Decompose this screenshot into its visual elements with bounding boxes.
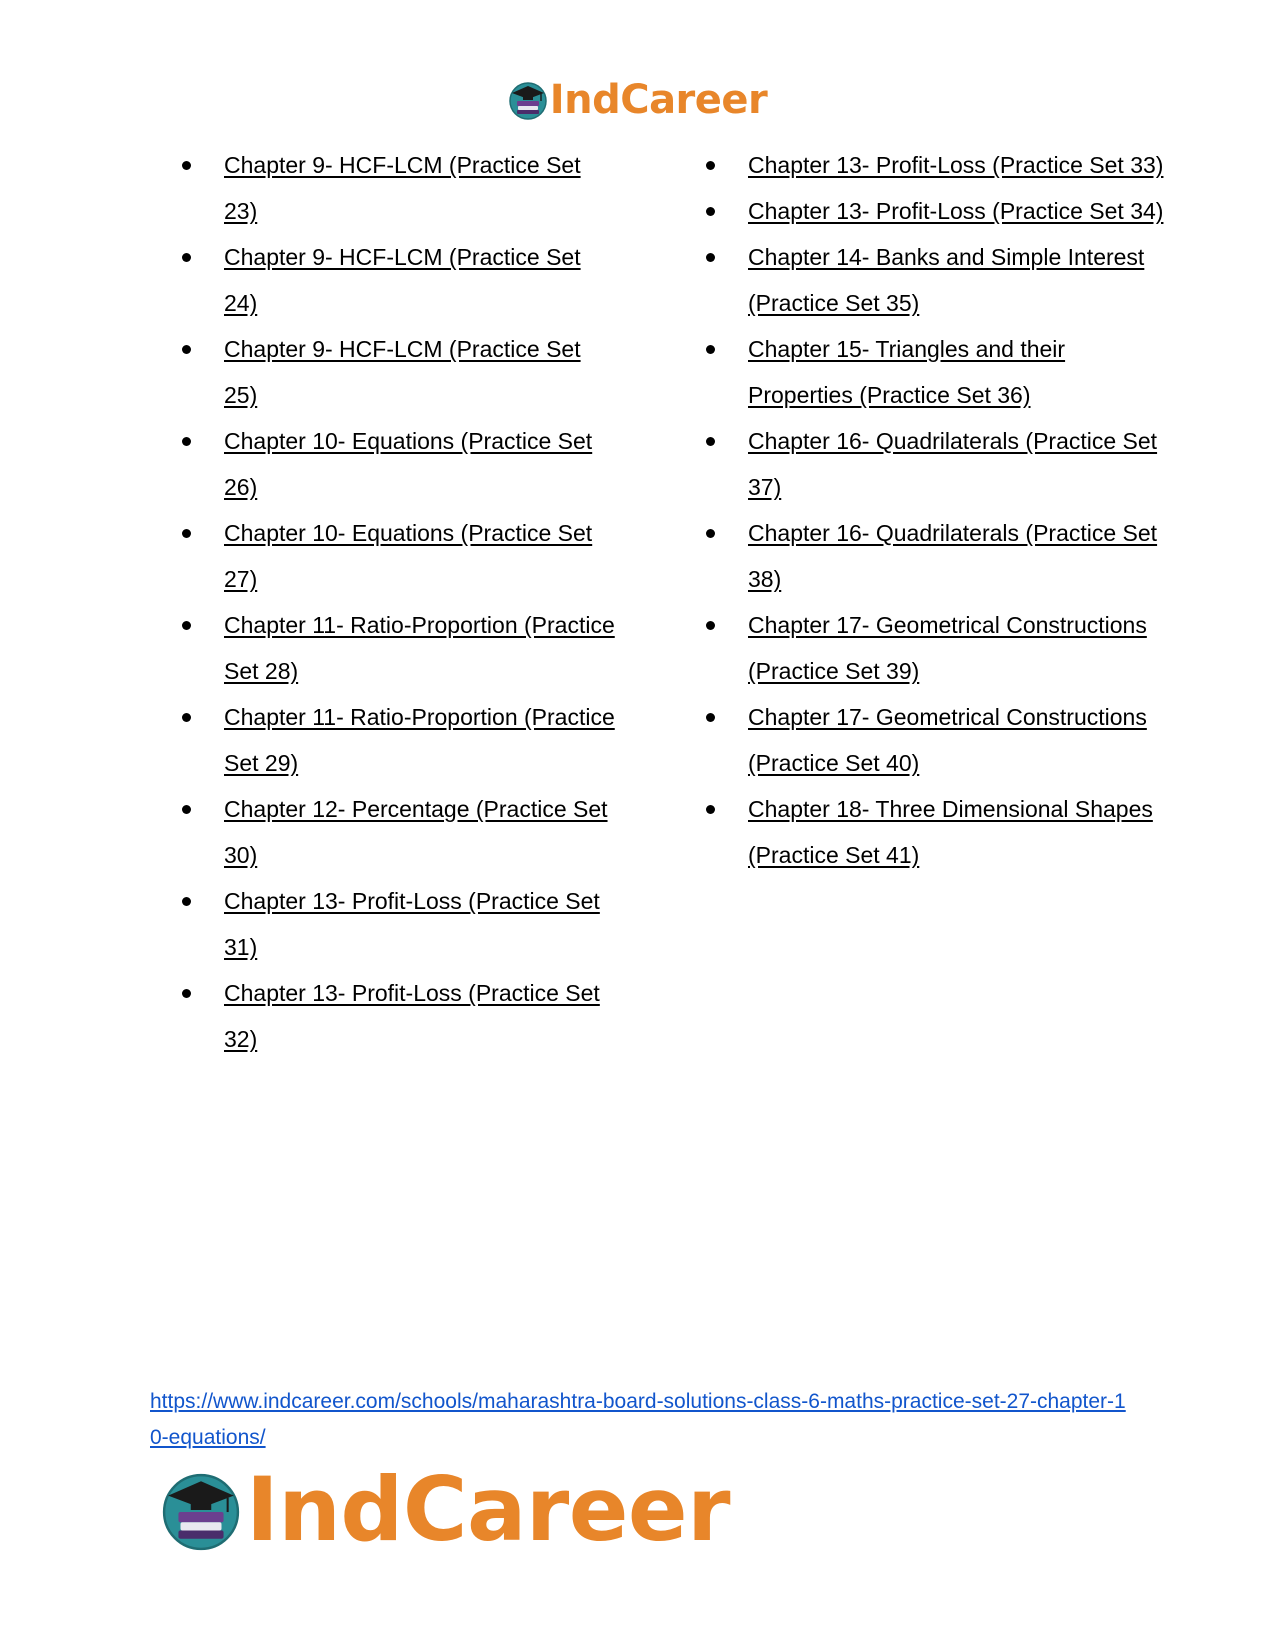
chapter-link[interactable]: Chapter 9- HCF-LCM (Practice Set 24) [224, 244, 581, 316]
chapter-link[interactable]: Chapter 13- Profit-Loss (Practice Set 33) [748, 152, 1164, 178]
list-item [180, 694, 620, 786]
list-item [704, 188, 1164, 234]
page-url-link[interactable]: https://www.indcareer.com/schools/maharashtra-board-solutions-class-6-maths-practice-set-27-chapter-10-equations/ [150, 1390, 1126, 1449]
chapter-link[interactable]: Chapter 11- Ratio-Proportion (Practice Set 28) [224, 612, 615, 684]
graduation-cap-books-globe-icon [160, 1469, 242, 1551]
list-item [704, 602, 1164, 694]
list-item [704, 786, 1164, 878]
bullet [182, 989, 191, 998]
bullet [706, 253, 715, 262]
bullet [182, 437, 191, 446]
header-logo-text: IndCareer [549, 77, 768, 123]
bullet [706, 437, 715, 446]
list-item [180, 234, 620, 326]
bullet [182, 897, 191, 906]
bullet [706, 713, 715, 722]
list-item [704, 142, 1164, 188]
right-chapter-list [704, 142, 1164, 878]
bullet [706, 207, 715, 216]
bullet [182, 805, 191, 814]
chapter-link[interactable]: Chapter 16- Quadrilaterals (Practice Set 37) [748, 428, 1158, 500]
chapter-link[interactable]: Chapter 13- Profit-Loss (Practice Set 31) [224, 888, 600, 960]
chapter-link[interactable]: Chapter 17- Geometrical Constructions (Practice Set 40) [748, 704, 1147, 776]
bullet [706, 621, 715, 630]
chapter-link[interactable]: Chapter 11- Ratio-Proportion (Practice Set 29) [224, 704, 615, 776]
footer-logo [160, 1458, 731, 1561]
bullet [706, 345, 715, 354]
graduation-cap-books-globe-icon [508, 80, 548, 120]
list-item [180, 326, 620, 418]
list-item [180, 786, 620, 878]
bullet [706, 805, 715, 814]
chapter-link[interactable]: Chapter 14- Banks and Simple Interest (Practice Set 35) [748, 244, 1145, 316]
bullet [706, 529, 715, 538]
bullet [182, 713, 191, 722]
chapter-link[interactable]: Chapter 12- Percentage (Practice Set 30) [224, 796, 608, 868]
chapter-link[interactable]: Chapter 17- Geometrical Constructions (Practice Set 39) [748, 612, 1147, 684]
list-item [704, 234, 1164, 326]
chapter-link[interactable]: Chapter 15- Triangles and their Properties (Practice Set 36) [748, 336, 1066, 408]
bullet [182, 253, 191, 262]
list-item [180, 418, 620, 510]
list-item [180, 970, 620, 1062]
list-item [704, 694, 1164, 786]
list-item [704, 418, 1164, 510]
bullet [182, 621, 191, 630]
list-item [180, 510, 620, 602]
list-item [180, 142, 620, 234]
chapter-link[interactable]: Chapter 10- Equations (Practice Set 27) [224, 520, 593, 592]
bullet [182, 529, 191, 538]
list-item [180, 602, 620, 694]
bullet [182, 345, 191, 354]
chapter-link[interactable]: Chapter 16- Quadrilaterals (Practice Set 38) [748, 520, 1158, 592]
bullet [706, 161, 715, 170]
list-item [704, 326, 1164, 418]
list-item [180, 878, 620, 970]
footer-url [150, 1384, 1130, 1456]
chapter-link[interactable]: Chapter 9- HCF-LCM (Practice Set 25) [224, 336, 581, 408]
chapter-link[interactable]: Chapter 13- Profit-Loss (Practice Set 34) [748, 198, 1164, 224]
chapter-link[interactable]: Chapter 10- Equations (Practice Set 26) [224, 428, 593, 500]
chapter-link[interactable]: Chapter 18- Three Dimensional Shapes (Practice Set 41) [748, 796, 1153, 868]
chapter-link[interactable]: Chapter 9- HCF-LCM (Practice Set 23) [224, 152, 581, 224]
left-chapter-list [180, 142, 620, 1062]
footer-logo-text: IndCareer [246, 1458, 731, 1561]
list-item [704, 510, 1164, 602]
bullet [182, 161, 191, 170]
header-logo [0, 78, 1275, 122]
chapter-link[interactable]: Chapter 13- Profit-Loss (Practice Set 32) [224, 980, 600, 1052]
